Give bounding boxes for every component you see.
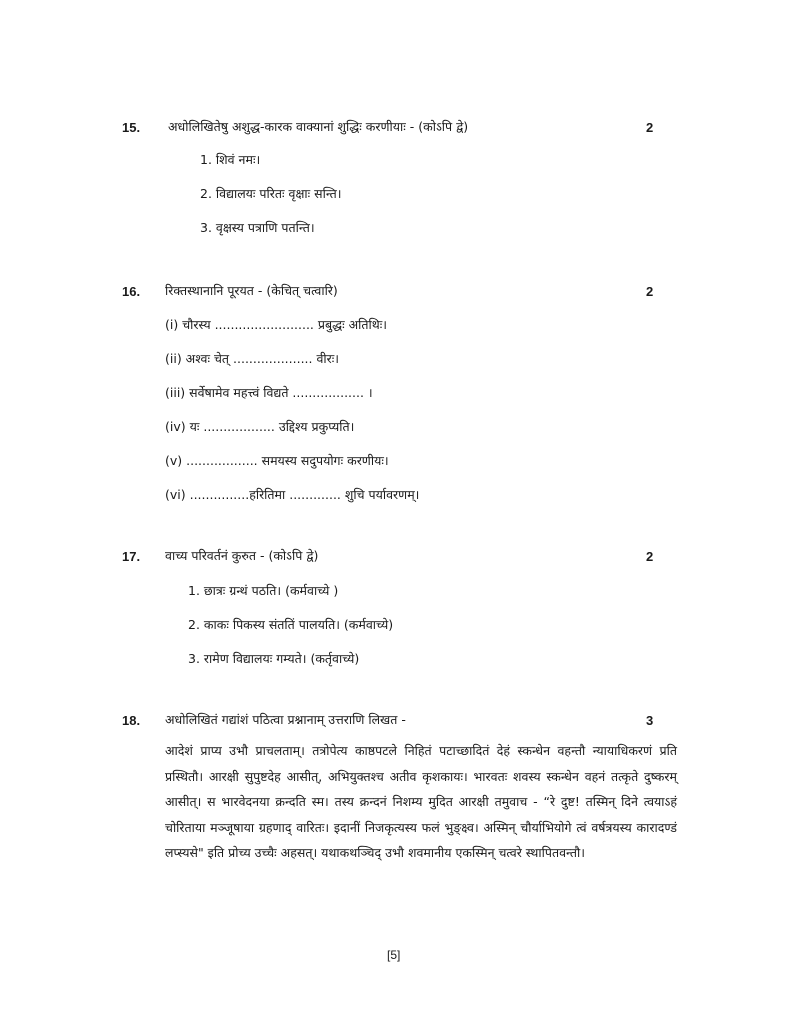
question-marks-15: 2 (646, 120, 654, 135)
q16-item-5: (v) .................. समयस्य सदुपयोगः करणीयः। (165, 453, 389, 468)
question-number-17: 17. (122, 549, 141, 564)
q16-item-6: (vi) ...............हरितिमा ............. शुचि पर्यावरणम्। (165, 487, 420, 502)
question-number-16: 16. (122, 284, 141, 299)
question-marks-16: 2 (646, 284, 654, 299)
question-marks-17: 2 (646, 549, 654, 564)
q15-item-1: 1. शिवं नमः। (200, 152, 261, 167)
question-prompt-16: रिक्तस्थानानि पूरयत - (केचित् चत्वारि) (165, 283, 338, 298)
q16-item-2: (ii) अश्वः चेत् .................... वीरः। (165, 351, 340, 366)
question-marks-18: 3 (646, 713, 654, 728)
q17-item-3: 3. रामेण विद्यालयः गम्यते। (कर्तृवाच्ये) (188, 651, 360, 666)
question-prompt-17: वाच्य परिवर्तनं कुरुत - (कोऽपि द्वे) (165, 548, 319, 563)
q17-item-2: 2. काकः पिकस्य संततिं पालयति। (कर्मवाच्ये) (188, 617, 394, 632)
page-number: [5] (387, 948, 401, 962)
q17-item-1: 1. छात्रः ग्रन्थं पठति। (कर्मवाच्ये ) (188, 583, 339, 598)
question-prompt-15: अधोलिखितेषु अशुद्ध-कारक वाक्यानां शुद्धिः करणीयाः - (कोऽपि द्वे) (168, 119, 469, 134)
q15-item-2: 2. विद्यालयः परितः वृक्षाः सन्ति। (200, 186, 342, 201)
question-number-15: 15. (122, 120, 141, 135)
q18-passage: आदेशं प्राप्य उभौ प्राचलताम्। तत्रोपेत्य काष्ठपटले निहितं पटाच्छादितं देहं स्कन्धेन वहन्तौ न्यायाधिकरणं प्रति प्रस्थितौ। आरक्षी सुपुष्टदेह आसीत्, अभियुक्तश्च अतीव कृशकायः। भारवतः शवस्य स्कन्धेन वहनं तत्कृते दुष्करम् आसीत्। स भारवेदनया क्रन्दति स्म। तस्य क्रन्दनं निशम्य मुदित आरक्षी तमुवाच - “रे दुष्ट! तस्मिन् दिने त्वयाऽहं चोरिताया मञ्जूषाया ग्रहणाद् वारितः। इदानीं निजकृत्यस्य फलं भुङ्क्ष्व। अस्मिन् चौर्याभियोगे त्वं वर्षत्रयस्य कारादण्डं लप्स्यसे" इति प्रोच्य उच्चैः अहसत्। यथाकथञ्चिद् उभौ शवमानीय एकस्मिन् चत्वरे स्थापितवन्तौ। (165, 743, 677, 860)
q16-item-4: (iv) यः .................. उद्दिश्य प्रकुप्यति। (165, 419, 355, 434)
q16-item-1: (i) चौरस्य ......................... प्रबुद्धः अतिथिः। (165, 317, 388, 332)
question-number-18: 18. (122, 713, 141, 728)
q16-item-3: (iii) सर्वेषामेव महत्त्वं विद्यते .................. । (165, 385, 373, 400)
q15-item-3: 3. वृक्षस्य पत्राणि पतन्ति। (200, 220, 315, 235)
question-prompt-18: अधोलिखितं गद्यांशं पठित्वा प्रश्नानाम् उत्तराणि लिखत - (165, 712, 406, 727)
